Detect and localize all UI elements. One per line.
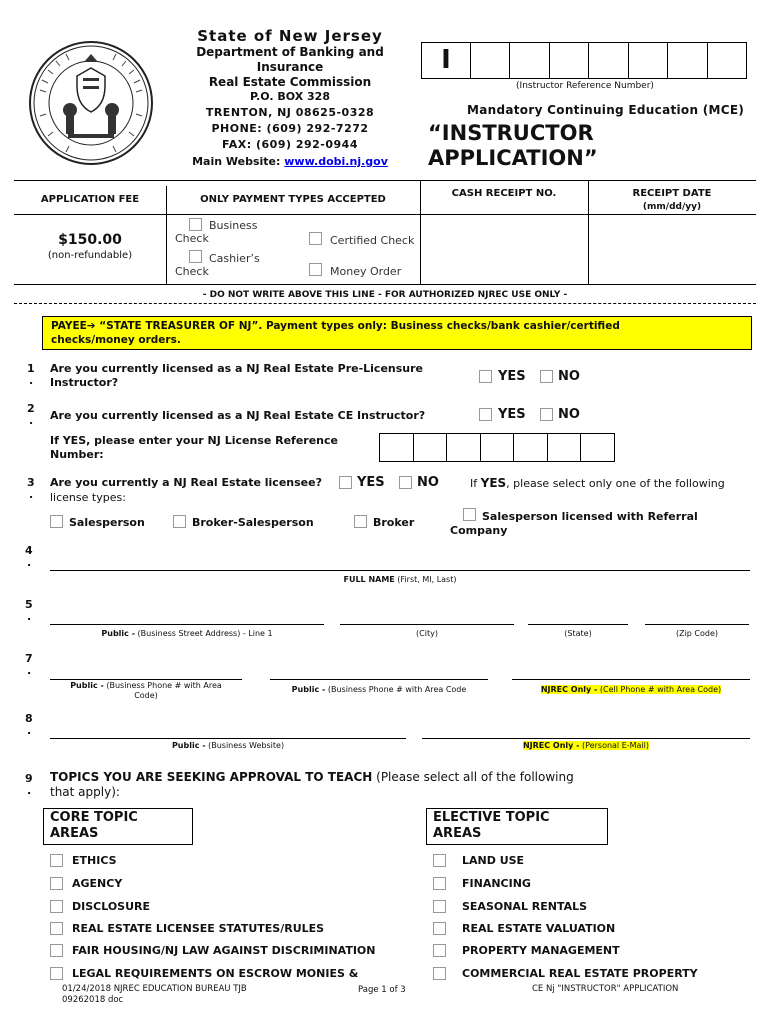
business-website-desc: (Business Website) [205,741,285,750]
ref-box[interactable] [708,43,746,78]
dept-line2: Insurance [256,60,324,74]
q1-text: Are you currently licensed as a NJ Real Estate Pre-Licensure [50,362,423,375]
ref-caption: (Instructor Reference Number) [516,81,654,91]
commission: Real Estate Commission [208,75,372,89]
core-topic-checkbox[interactable] [50,854,63,867]
core-topic-checkbox[interactable] [50,967,63,980]
q9-title-rest: (Please select all of the following [372,770,574,784]
q1-no-checkbox[interactable] [540,370,553,383]
ref-box[interactable] [629,43,668,78]
ref-box[interactable] [668,43,707,78]
personal-email-label [422,741,750,750]
business-check-checkbox[interactable] [189,218,202,231]
website [180,155,400,168]
dept-line1: Department of Banking and [196,45,384,59]
q9-title [50,770,574,784]
business-phone-label-2 [270,685,488,694]
ref-box[interactable] [510,43,549,78]
license-ref-box[interactable] [581,434,614,461]
elective-topic-checkbox[interactable] [433,877,446,890]
q2-ref-label: If YES, please enter your NJ License Reference [50,434,338,447]
personal-email-njrec: NJREC Only - [522,741,580,750]
core-topic-checkbox[interactable] [50,922,63,935]
ref-box[interactable] [471,43,510,78]
po-box: P.O. BOX 328 [250,90,330,103]
q5-number: 5 [25,598,33,611]
website-label: Main Website: [192,155,281,168]
q9-dot: . [27,784,32,797]
certified-check-checkbox[interactable] [309,232,322,245]
footer-left-1: 01/24/2018 NJREC EDUCATION BUREAU TJB [62,984,247,994]
q9-number: 9 [25,772,33,785]
certified-check-label: Certified Check [330,234,415,247]
license-ref-box[interactable] [481,434,515,461]
business-phone-desc-1: (Business Phone # with Area [103,681,222,690]
cashiers-check-label: Cashier’s [209,252,260,265]
q7-dot: . [27,664,32,677]
q2-ref-label-2: Number: [50,448,104,461]
personal-email-line[interactable] [422,738,750,739]
q3-if-b: YES [480,476,507,490]
elective-topic-label: REAL ESTATE VALUATION [462,922,616,935]
state-line[interactable] [528,624,628,625]
elective-topic-label: COMMERCIAL REAL ESTATE PROPERTY [462,967,698,980]
elective-topic-checkbox[interactable] [433,944,446,957]
business-phone-label-1 [50,681,242,701]
q3-license-types: license types: [50,491,126,504]
page-number: Page 1 of 3 [358,985,406,995]
cell-phone-desc: (Cell Phone # with Area Code) [597,685,722,694]
elective-topic-checkbox[interactable] [433,967,446,980]
broker-label: Broker [373,516,415,529]
business-check-label: Business [209,219,258,232]
elective-topic-checkbox[interactable] [433,854,446,867]
city-line[interactable] [340,624,514,625]
q2-yes-checkbox[interactable] [479,408,492,421]
q1-no-label: NO [558,369,580,384]
ref-box[interactable] [589,43,628,78]
city-address: TRENTON, NJ 08625-0328 [205,106,375,119]
elective-topic-checkbox[interactable] [433,922,446,935]
col-application-fee: APPLICATION FEE [40,194,140,205]
core-topic-label: FAIR HOUSING/NJ LAW AGAINST DISCRIMINATION [72,944,376,957]
full-name-label-bold: FULL NAME [343,575,395,584]
full-name-label-sub: (First, MI, Last) [394,575,457,584]
q4-dot: . [27,556,32,569]
q3-if-c: , please select only one of the following [506,477,725,490]
cell-phone-line[interactable] [512,679,750,680]
ref-letter: I [422,43,471,78]
col-receipt-date: RECEIPT DATE [632,188,712,199]
q1-dot: . [29,374,34,387]
state-name: State of New Jersey [197,27,383,45]
core-heading-2: AREAS [50,826,99,841]
footer-right: CE Nj "INSTRUCTOR" APPLICATION [532,984,679,994]
q1-number: 1 [27,362,35,375]
cell-phone-njrec: NJREC Only - [540,685,598,694]
reference-number-boxes [421,42,747,79]
license-ref-box[interactable] [548,434,582,461]
ref-box[interactable] [550,43,589,78]
license-ref-box[interactable] [514,434,548,461]
core-topic-checkbox[interactable] [50,877,63,890]
core-topic-label: REAL ESTATE LICENSEE STATUTES/RULES [72,922,325,935]
q3-no-checkbox[interactable] [399,476,412,489]
elective-heading-2: AREAS [433,826,482,841]
q3-if-a: If [470,477,481,490]
license-ref-box[interactable] [447,434,481,461]
cashiers-check-label-2: Check [175,265,209,278]
elective-topic-label: FINANCING [462,877,531,890]
business-website-line[interactable] [50,738,406,739]
core-heading-1: CORE TOPIC [50,810,138,825]
full-name-line[interactable] [50,570,750,571]
q2-dot: . [29,414,34,427]
street-address-public: Public - [101,629,136,638]
referral-salesperson-label: Salesperson licensed with Referral [482,510,698,523]
business-website-public: Public - [171,741,206,750]
elective-topic-label: LAND USE [462,854,525,867]
street-address-desc: (Business Street Address) - Line 1 [135,629,273,638]
core-topic-label: ETHICS [72,854,117,867]
referral-salesperson-checkbox[interactable] [463,508,476,521]
money-order-label: Money Order [330,265,402,278]
q4-number: 4 [25,544,33,557]
business-check-label-2: Check [175,232,209,245]
salesperson-label: Salesperson [69,516,145,529]
q1-yes-checkbox[interactable] [479,370,492,383]
core-topic-heading [43,808,193,845]
business-phone-line-2[interactable] [270,679,488,680]
payee-note-line1: PAYEE➔ “STATE TREASURER OF NJ”. Payment types only: Business checks/bank cashier/certified [51,320,620,332]
zip-line[interactable] [645,624,749,625]
footer-left-2: 09262018 doc [62,995,124,1005]
q8-dot: . [27,724,32,737]
broker-salesperson-label: Broker-Salesperson [192,516,314,529]
street-address-line[interactable] [50,624,324,625]
core-topic-checkbox[interactable] [50,944,63,957]
q3-yes-label: YES [357,475,385,490]
business-phone-public-2: Public - [291,685,326,694]
q3-number: 3 [27,476,35,489]
q3-dot: . [29,488,34,501]
core-topic-label: LEGAL REQUIREMENTS ON ESCROW MONIES & [72,967,359,980]
divider-dashed [14,303,756,304]
core-topic-label: AGENCY [72,877,123,890]
col-receipt-date-sub: (mm/dd/yy) [642,202,702,212]
payee-note-line2: checks/money orders. [51,334,181,346]
fax: FAX: (609) 292-0944 [222,138,358,151]
cashiers-check-checkbox[interactable] [189,250,202,263]
q9-title-bold: TOPICS YOU ARE SEEKING APPROVAL TO TEACH [50,770,373,784]
full-name-label [50,575,750,584]
phone: PHONE: (609) 292-7272 [211,122,369,135]
money-order-checkbox[interactable] [309,263,322,276]
payee-note [42,316,752,350]
q2-no-checkbox[interactable] [540,408,553,421]
business-phone-line-1[interactable] [50,679,242,680]
footer-left [62,984,247,1006]
fee-amount: $150.00 [58,232,122,248]
q2-text: Are you currently licensed as a NJ Real Estate CE Instructor? [50,409,426,422]
q3-no-label: NO [417,475,439,490]
business-website-label [50,741,406,750]
q1-text-2: Instructor? [50,376,119,389]
license-reference-boxes [379,433,615,462]
q9-title-2: that apply): [50,785,120,799]
table-header-rule [14,214,756,215]
elective-topic-label: SEASONAL RENTALS [462,900,588,913]
q2-yes-label: YES [498,407,526,422]
q2-number: 2 [27,402,35,415]
core-topic-checkbox[interactable] [50,900,63,913]
mce-title: Mandatory Continuing Education (MCE) [467,103,745,117]
business-phone-desc-2: (Business Phone # with Area Code [325,685,467,694]
street-address-label [50,629,324,638]
business-phone-public-1: Public - [70,681,104,690]
table-bottom-rule [14,284,756,285]
col-cash-receipt: CASH RECEIPT NO. [451,188,557,199]
state-label: (State) [564,629,592,638]
core-topic-label: DISCLOSURE [72,900,151,913]
business-phone-desc-1b: Code) [134,691,158,700]
divider-note: - DO NOT WRITE ABOVE THIS LINE - FOR AUTHORIZED NJREC USE ONLY - [202,290,568,300]
table-top-rule [14,180,756,181]
broker-salesperson-checkbox[interactable] [173,515,186,528]
elective-topic-label: PROPERTY MANAGEMENT [462,944,620,957]
col-payment-types: ONLY PAYMENT TYPES ACCEPTED [200,194,386,205]
fee-note: (non-refundable) [47,250,133,261]
license-ref-box[interactable] [380,434,414,461]
q5-dot: . [27,610,32,623]
license-ref-box[interactable] [414,434,448,461]
title-line2: APPLICATION” [428,146,598,170]
title-line1: “INSTRUCTOR [428,121,594,145]
q2-no-label: NO [558,407,580,422]
elective-topic-heading [426,808,608,845]
salesperson-checkbox[interactable] [50,515,63,528]
broker-checkbox[interactable] [354,515,367,528]
q3-yes-checkbox[interactable] [339,476,352,489]
q8-number: 8 [25,712,33,725]
referral-salesperson-label-2: Company [450,524,508,537]
q1-yes-label: YES [498,369,526,384]
elective-topic-checkbox[interactable] [433,900,446,913]
cell-phone-label [512,685,750,694]
q7-number: 7 [25,652,33,665]
state-seal-icon [28,40,154,166]
personal-email-desc: (Personal E-Mail) [579,741,650,750]
elective-heading-1: ELECTIVE TOPIC [433,810,550,825]
q3-if-yes [470,476,725,490]
zip-label: (Zip Code) [675,629,719,638]
city-label: (City) [416,629,438,638]
q3-text: Are you currently a NJ Real Estate licensee? [50,476,322,489]
website-link[interactable]: www.dobi.nj.gov [284,155,388,168]
